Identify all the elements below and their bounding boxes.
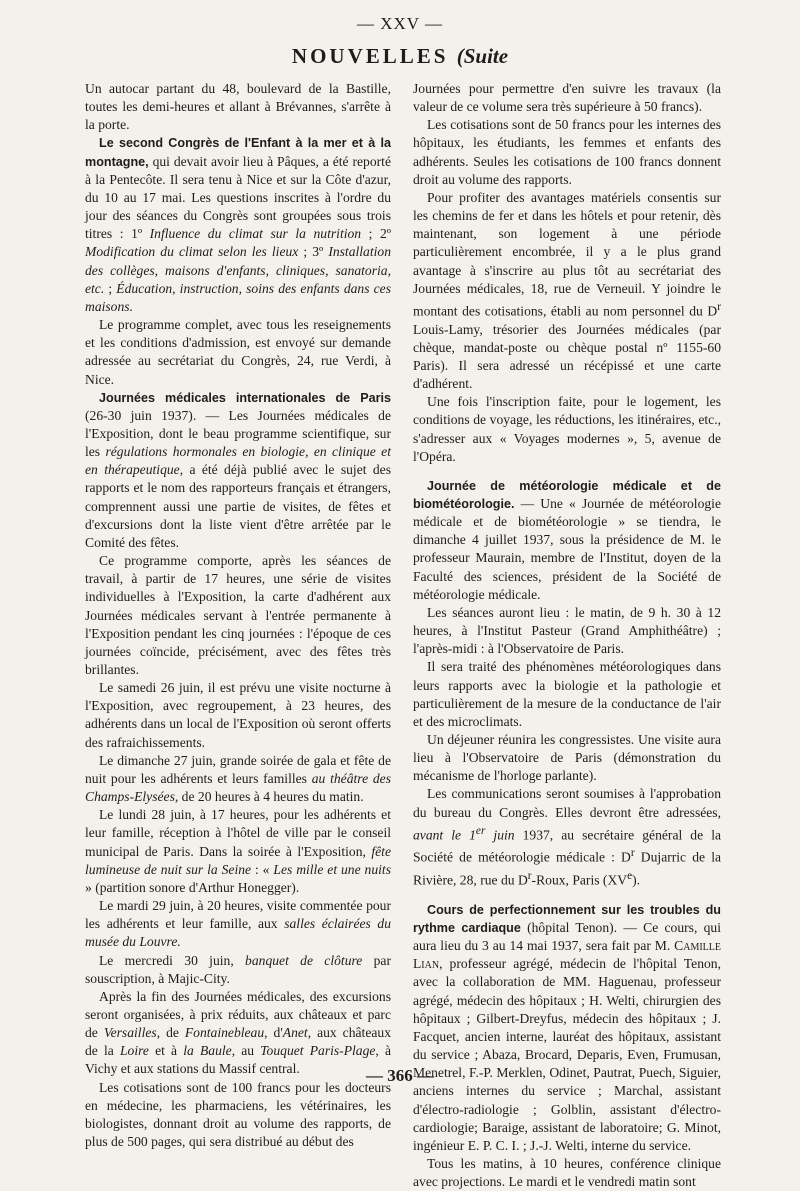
- paragraph: Le programme complet, avec tous les reseignements et les conditions d'admission, est envoyé sur demande adressée au secrétariat du Congrès, 24, rue Verdi, à Nice.: [85, 317, 391, 387]
- paragraph: Pour profiter des avantages matériels consentis sur les chemins de fer et dans les hôtels et pour retenir, dès maintenant, son logement à une période particulièrement encombrée, il y a le plus grand avantage à s'inscrire au plus tôt au secrétariat des Journées médicales, 18, rue de Verneuil. Y joindre le montant des cotisations, établi au nom personnel du $D^r$ Louis-Lamy, trésorier des Journées médicales (par chèque, mandat-poste ou chèque postal nº 1155-60 Paris). Il sera adressé un récépissé et une carte d'adhérent.: [413, 189, 721, 392]
- paragraph: Le lundi 28 juin, à 17 heures, pour les adhérents et leur famille, réception à l'hôtel de ville par le conseil municipal de Paris. Dans la soirée à l'Exposition, fête lumineuse de nuit sur la Seine : « Les mille et une nuits » (partition sonore d'Arthur Honegger).: [85, 807, 391, 895]
- section-spacer: [413, 466, 721, 477]
- page-number: — 366 —: [366, 1066, 434, 1085]
- paragraph-journees-medicales: Journées médicales internationales de Paris (26-30 juin 1937). — Les Journées médicales de l'Exposition, dont le beau programme scientifique, sur les régulations hormonales en biologie, en clinique et en thérapeutique, a été déjà publié avec le sujet des rapports et le nom des rapporteurs français et étrangers, comprennent aussi une partie de visites, de fêtes et d'excursions dont la liste vient d'être arrêtée par le Comité des fêtes.: [85, 390, 391, 550]
- lead-cours-rythme: Cours de perfectionnement sur les troubles du rythme cardiaque: [413, 902, 721, 935]
- paragraph: Le mercredi 30 juin, banquet de clôture par souscription, à Majic-City.: [85, 952, 391, 986]
- lead-meteorologie: Journée de météorologie médicale et de biométéorologie.: [413, 478, 721, 511]
- paragraph: Les séances auront lieu : le matin, de 9 h. 30 à 12 heures, à l'Institut Pasteur (Grand Amphithéâtre) ; l'après-midi : à l'Observatoire de Paris.: [413, 604, 721, 657]
- paragraph: Les cotisations sont de 100 francs pour les docteurs en médecine, les pharmaciens, les vétérinaires, les biologistes, donnant droit au volume des rapports, de plus de 500 pages, qui sera distribué au début des: [85, 1079, 391, 1150]
- paragraph-cours-rythme: Cours de perfectionnement sur les troubles du rythme cardiaque (hôpital Tenon). — Ce cours, qui aura lieu du 3 au 14 mai 1937, sera fait par M. Camille Lian, professeur agrégé, médecin de l'hôpital Tenon, avec la collaboration de MM. Haguenau, professeur agrégé, médecin des hôpitaux ; H. Welti, chirurgien des hôpitaux ; Gilbert-Dreyfus, médecin des hôpitaux ; J. Facquet, ancien interne, lauréat des hôpitaux, assistant du service ; Abaza, Brocard, Deparis, Even, Frumusan, Menetrel, F.-P. Merklen, Odinet, Pautrat, Puech, Siguier, anciens internes du service ; Marchal, assistant d'électro-radiologie ; Golblin, assistant d'électro-cardiologie; Baraige, assistant de laboratoire; G. Minot, ingénieur E. P. C. I. ; J.-J. Welti, interne du service.: [413, 902, 721, 1153]
- roman-folio: — XXV —: [356, 14, 444, 33]
- section-spacer: [413, 890, 721, 901]
- paragraph: Un déjeuner réunira les congressistes. Une visite aura lieu à l'Observatoire de Paris (démonstration du mécanisme de l'horloge parlante).: [413, 732, 721, 784]
- paragraph: Tous les matins, à 10 heures, conférence clinique avec projections. Le mardi et le vendredi matin sont: [413, 1156, 721, 1190]
- paragraph: Les communications seront soumises à l'approbation du bureau du Congrès. Elles devront être adressées, avant le 1er juin 1937, au secrétaire général de la Société de météorologie médicale : $D^r$ Dujarric de la Rivière, 28, rue du $D^r$-Roux, Paris (XVe).: [413, 786, 722, 888]
- paragraph: Les cotisations sont de 50 francs pour les internes des hôpitaux, les étudiants, les femmes et enfants des adhérents. Seules les cotisations de 100 francs donnent droit au volume des rapports.: [413, 117, 721, 187]
- paragraph-congres-enfant: Le second Congrès de l'Enfant à la mer et à la montagne, qui devait avoir lieu à Pâques, a été reporté à la Pentecôte. Il sera tenu à Nice et sur la Côte d'azur, du 10 au 17 mai. Les questions inscrites à l'ordre du jour des séances du Congrès sont groupées sous trois titres : 1º Influence du climat sur la nutrition ; 2º Modification du climat selon les lieux ; 3º Installation des collèges, maisons d'enfants, cliniques, sanatoria, etc. ; Éducation, instruction, soins des enfants dans ces maisons.: [85, 136, 391, 314]
- right-column: [413, 80, 721, 1191]
- paragraph: Après la fin des Journées médicales, des excursions seront organisées, à prix réduits, aux châteaux et parc de Versailles, de Fontainebleau, d'Anet, aux châteaux de la Loire et à la Baule, au Touquet Paris-Plage, à Vichy et aux stations du Massif central.: [85, 988, 392, 1077]
- lead-congres-enfant: Le second Congrès de l'Enfant à la mer et à la montagne,: [85, 136, 391, 169]
- section-continued: (Suite: [456, 44, 509, 68]
- paragraph: Le dimanche 27 juin, grande soirée de gala et fête de nuit pour les adhérents et leurs familles au théâtre des Champs-Elysées, de 20 heures à 4 heures du matin.: [85, 752, 392, 805]
- left-column: [85, 80, 391, 1151]
- paragraph-meteorologie: Journée de météorologie médicale et de biométéorologie. — Une « Journée de météorologie médicale et de biométéorologie » se tiendra, le dimanche 4 juillet 1937, sous la présidence de M. le professeur Maurain, membre de l'Institut, doyen de la Faculté des sciences, président de la Société de météorologie médicale.: [413, 478, 721, 602]
- paragraph: Un autocar partant du 48, boulevard de la Bastille, toutes les demi-heures et allant à Brévannes, s'arrête à la porte.: [85, 81, 391, 133]
- paragraph: Le samedi 26 juin, il est prévu une visite nocturne à l'Exposition, avec regroupement, à 23 heures, des adhérents dans un local de l'Exposition où seront offerts des rafraichissements.: [85, 680, 391, 750]
- paragraph: Journées pour permettre d'en suivre les travaux (la valeur de ce volume sera très supérieure à 50 francs).: [413, 81, 721, 115]
- lead-journees-medicales: Journées médicales internationales de Paris: [99, 390, 391, 405]
- section-heading: [0, 44, 800, 69]
- paragraph: Le mardi 29 juin, à 20 heures, visite commentée pour les adhérents et leur famille, aux salles éclairées du musée du Louvre.: [85, 898, 392, 950]
- paragraph: Ce programme comporte, après les séances de travail, à partir de 17 heures, une série de visites individuelles à l'Exposition, la carte d'adhérent aux Journées médicales servant à l'entrée permanente à l'Exposition pendant les cinq journées : l'époque de ces journées coïncide, précisément, avec des fêtes très brillantes.: [85, 553, 391, 677]
- paragraph: Il sera traité des phénomènes météorologiques dans leurs rapports avec la biologie et la pathologie et particulièrement de la mesure de la conductance de l'air et des microclimats.: [413, 659, 721, 729]
- section-title: NOUVELLES: [291, 44, 449, 68]
- paragraph: Une fois l'inscription faite, pour le logement, les conditions de voyage, les réductions, les itinéraires, etc., s'adresser aux « Voyages modernes », 5, avenue de l'Opéra.: [413, 394, 721, 464]
